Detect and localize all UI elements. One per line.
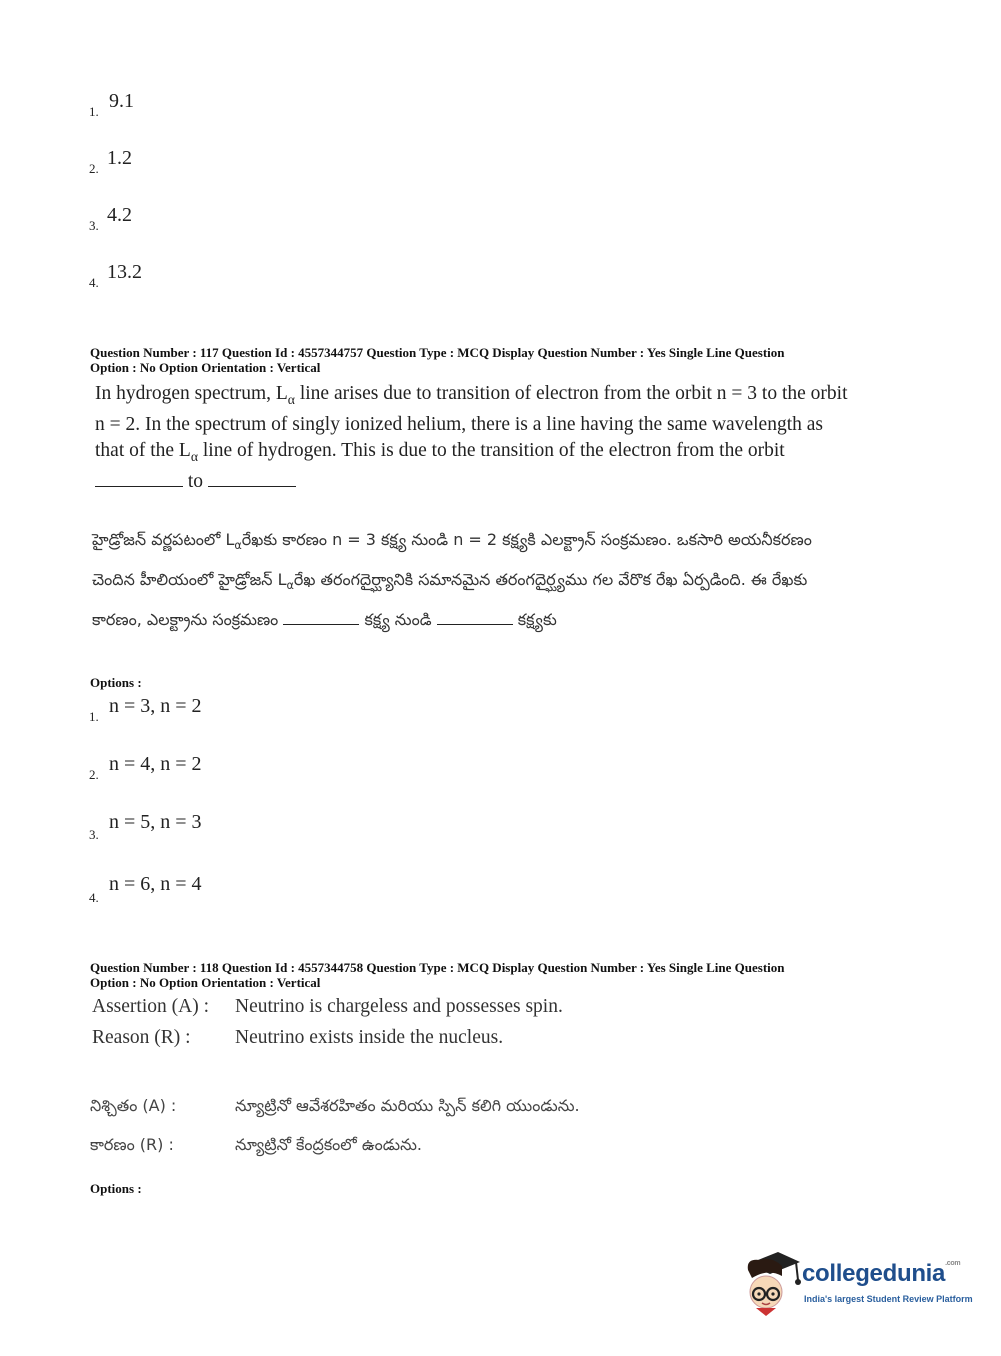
option-number: 2. (89, 161, 99, 176)
answer-blank (95, 472, 183, 487)
options-label: Options : (90, 1181, 142, 1196)
option-number: 3. (89, 827, 99, 842)
meta-line: Question Number : 117 Question Id : 4557344757 Question Type : MCQ Display Question Number : Yes Single Line Question (90, 345, 785, 360)
assertion-label: Assertion (A) : (92, 996, 209, 1017)
meta-line: Question Number : 118 Question Id : 4557344758 Question Type : MCQ Display Question Number : Yes Single Line Question (90, 960, 785, 975)
reason-text: న్యూట్రినో కేంద్రకంలో ఉండును. (235, 1135, 422, 1154)
question-meta (90, 345, 784, 375)
answer-blank (283, 610, 359, 625)
option-value: 9.1 (109, 90, 134, 112)
logo-tagline: India's largest Student Review Platform (804, 1294, 973, 1304)
option-value: n = 4, n = 2 (109, 753, 202, 775)
option-value: n = 5, n = 3 (109, 811, 202, 833)
option-value: n = 3, n = 2 (109, 695, 202, 717)
mascot-icon (742, 1250, 802, 1320)
assertion-text: న్యూట్రినో ఆవేశరహితం మరియు స్పిన్ కలిగి యుండును. (235, 1096, 580, 1115)
reason-label: Reason (R) : (92, 1027, 191, 1048)
option-value: 1.2 (107, 147, 132, 169)
option-number: 4. (89, 890, 99, 905)
reason-label: కారణం (R) : (90, 1135, 174, 1154)
options-label: Options : (90, 675, 142, 690)
option-value: 13.2 (107, 261, 142, 283)
question-meta (90, 960, 784, 990)
answer-blank (437, 610, 513, 625)
option-number: 4. (89, 275, 99, 290)
reason-text: Neutrino exists inside the nucleus. (235, 1027, 504, 1048)
meta-line: Option : No Option Orientation : Vertical (90, 975, 321, 990)
logo-wordmark: collegedunia$^{.com}$ (802, 1260, 961, 1287)
assertion-label: నిశ్చితం (A) : (90, 1096, 177, 1115)
collegedunia-logo (742, 1250, 972, 1320)
option-value: n = 6, n = 4 (109, 873, 202, 895)
option-value: 4.2 (107, 204, 132, 226)
meta-line: Option : No Option Orientation : Vertical (90, 360, 321, 375)
option-number: 2. (89, 767, 99, 782)
option-number: 3. (89, 218, 99, 233)
question-text-telugu: హైడ్రోజన్ వర్ణపటంలో $L_\alpha రేఖకు$ కారణం n = 3 కక్ష్య నుండి n = 2 కక్ష్యకి ఎలక్ట్రాన్ సంక్రమణం. ఒకసారి అయనీకరణం చెందిన హీలియంలో హైడ్రోజన్ $L_\alpha రేఖ$ తరంగదైర్ఘ్యానికి సమానమైన తరంగదైర్ఘ్యము గల వేరొక రేఖ ఏర్పడింది. ఈ రేఖకు కారణం, ఎలక్ట్రాను సంక్రమణం కక్ష్య నుండి కక్ష్యకు (92, 530, 812, 630)
answer-blank (208, 472, 296, 487)
option-number: 1. (89, 104, 99, 119)
assertion-text: Neutrino is chargeless and possesses spin. (235, 996, 563, 1017)
question-text: In hydrogen spectrum, $L_\alpha$ line arises due to transition of electron from the orbit n = 3 to the orbit n = 2. In the spectrum of singly ionized helium, there is a line having the same wavelength as that of the $L_\alpha$ line of hydrogen. This is due to the transition of the electron from the orbit to (95, 383, 848, 493)
option-number: 1. (89, 709, 99, 724)
